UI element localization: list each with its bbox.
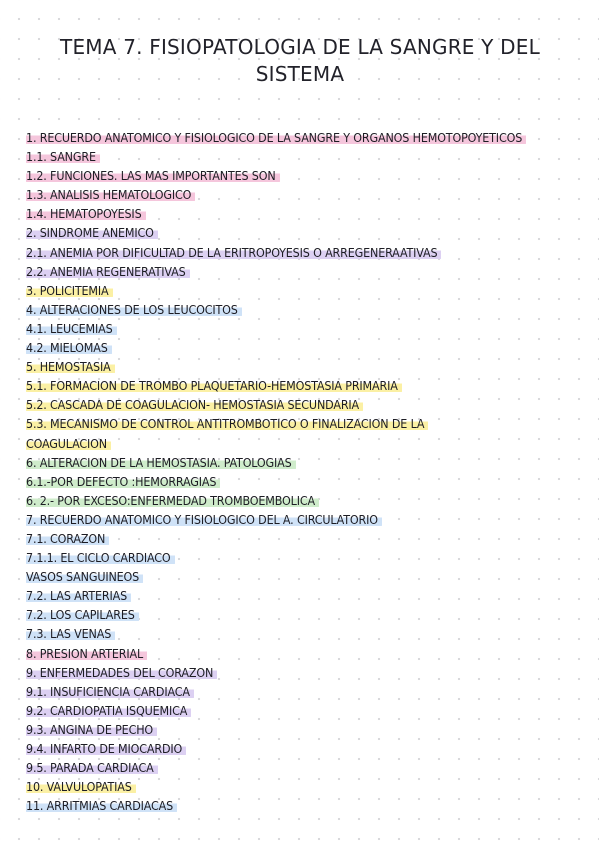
toc-item [26, 796, 586, 815]
toc-item-text: 4.2. MIELOMAS [26, 340, 112, 355]
toc-item [26, 548, 586, 567]
toc-item [26, 185, 586, 204]
toc-item-text: 7. RECUERDO ANATOMICO Y FISIOLOGICO DEL A. CIRCULATORIO [26, 512, 382, 527]
toc-item [26, 720, 586, 739]
toc-item-text: 7.2. LOS CAPILARES [26, 607, 139, 622]
toc-item-text: 6. 2.- POR EXCESO:ENFERMEDAD TROMBOEMBOLICA [26, 493, 319, 508]
toc-item [26, 357, 586, 376]
toc-item [26, 223, 586, 242]
toc-item-text: 7.2. LAS ARTERIAS [26, 588, 131, 603]
toc-item-text: 5.3. MECANISMO DE CONTROL ANTITROMBOTICO O FINALIZACION DE LA [26, 416, 428, 431]
toc-item-text: 9. ENFERMEDADES DEL CORAZON [26, 665, 217, 680]
toc-item-text: 7.1. CORAZON [26, 531, 109, 546]
toc-item-text: 3. POLICITEMIA [26, 283, 113, 298]
toc-item-text: COAGULACION [26, 436, 111, 451]
toc-item [26, 472, 586, 491]
toc-item-text: 1.4. HEMATOPOYESIS [26, 206, 146, 221]
toc-item [26, 414, 586, 433]
toc-item-text: 2.2. ANEMIA REGENERATIVAS [26, 264, 190, 279]
toc-item-text: 9.4. INFARTO DE MIOCARDIO [26, 741, 186, 756]
toc-item-text: 10. VALVULOPATIAS [26, 779, 136, 794]
toc-item [26, 682, 586, 701]
toc-item [26, 644, 586, 663]
toc-item [26, 128, 586, 147]
toc-item-text: 4. ALTERACIONES DE LOS LEUCOCITOS [26, 302, 242, 317]
toc-item [26, 491, 586, 510]
toc-item [26, 605, 586, 624]
toc-item-text: 6. ALTERACION DE LA HEMOSTASIA. PATOLOGIAS [26, 455, 296, 470]
table-of-contents [26, 128, 586, 815]
toc-item [26, 262, 586, 281]
toc-item [26, 567, 586, 586]
toc-item [26, 529, 586, 548]
toc-item-text: 1.2. FUNCIONES. LAS MAS IMPORTANTES SON [26, 168, 280, 183]
toc-item-text: 9.1. INSUFICIENCIA CARDIACA [26, 684, 194, 699]
toc-item [26, 453, 586, 472]
toc-item-text: 1.3. ANALISIS HEMATOLOGICO [26, 187, 195, 202]
toc-item [26, 624, 586, 643]
toc-item [26, 701, 586, 720]
page-title [40, 34, 560, 88]
toc-item-text: 2.1. ANEMIA POR DIFICULTAD DE LA ERITROPOYESIS O ARREGENERAATIVAS [26, 245, 441, 260]
toc-item [26, 281, 586, 300]
toc-item-text: VASOS SANGUINEOS [26, 569, 143, 584]
toc-item [26, 777, 586, 796]
toc-item-text: 5.1. FORMACION DE TROMBO PLAQUETARIO-HEMOSTASIA PRIMARIA [26, 378, 402, 393]
toc-item [26, 147, 586, 166]
toc-item-text: 1. RECUERDO ANATOMICO Y FISIOLOGICO DE LA SANGRE Y ORGANOS HEMOTOPOYETICOS [26, 130, 526, 145]
toc-item-text: 9.5. PARADA CARDIACA [26, 760, 158, 775]
toc-item [26, 663, 586, 682]
toc-item [26, 395, 586, 414]
toc-item [26, 300, 586, 319]
toc-item-text: 2. SINDROME ANEMICO [26, 225, 158, 240]
toc-item-text: 7.1.1. EL CICLO CARDIACO [26, 550, 175, 565]
toc-item [26, 166, 586, 185]
toc-item [26, 204, 586, 223]
toc-item-text: 7.3. LAS VENAS [26, 626, 115, 641]
toc-item-text: 5.2. CASCADA DE COAGULACION- HEMOSTASIA SECUNDARIA [26, 397, 363, 412]
toc-item-text: 6.1.-POR DEFECTO :HEMORRAGIAS [26, 474, 220, 489]
toc-item-text: 4.1. LEUCEMIAS [26, 321, 117, 336]
toc-item [26, 739, 586, 758]
title-line-2: SISTEMA [255, 62, 345, 86]
toc-item-text: 1.1. SANGRE [26, 149, 100, 164]
toc-item [26, 586, 586, 605]
toc-item [26, 319, 586, 338]
toc-item-text: 9.3. ANGINA DE PECHO [26, 722, 157, 737]
title-line-1: TEMA 7. FISIOPATOLOGIA DE LA SANGRE Y DEL [60, 35, 540, 59]
toc-item [26, 758, 586, 777]
toc-item [26, 338, 586, 357]
toc-item-text: 11. ARRITMIAS CARDIACAS [26, 798, 177, 813]
toc-item-text: 5. HEMOSTASIA [26, 359, 115, 374]
toc-item [26, 243, 586, 262]
toc-item [26, 376, 586, 395]
toc-item [26, 510, 586, 529]
toc-item-text: 9.2. CARDIOPATIA ISQUEMICA [26, 703, 191, 718]
toc-item-text: 8. PRESION ARTERIAL [26, 646, 147, 661]
toc-item [26, 434, 586, 453]
